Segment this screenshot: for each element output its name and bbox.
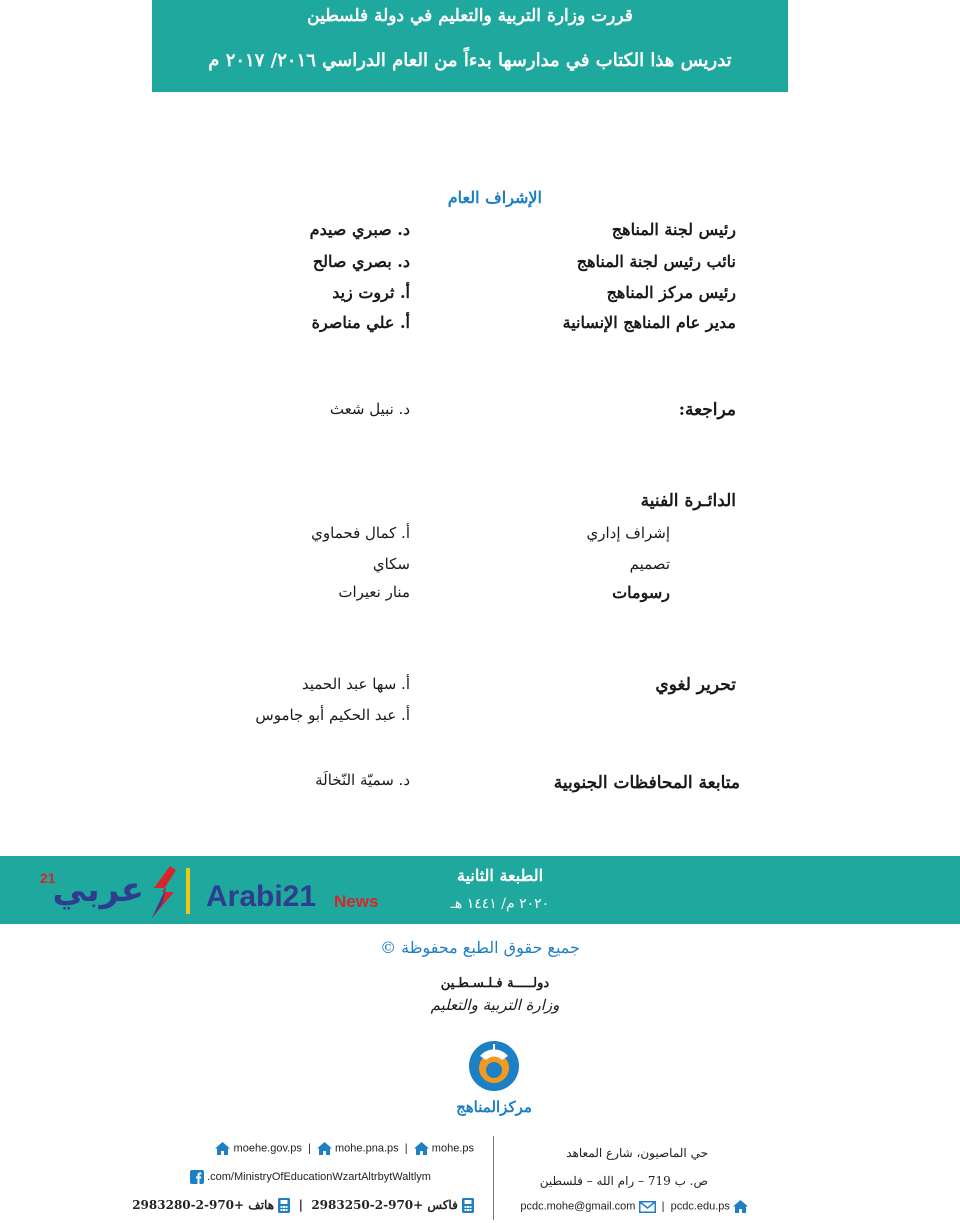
separator: | <box>401 1142 411 1155</box>
website-link-1[interactable]: mohe.ps <box>431 1142 474 1155</box>
phone-icon <box>278 1198 290 1213</box>
supervision-role-2: نائب رئيس لجنة المناهج <box>576 252 736 271</box>
supervision-heading: الإشراف العام <box>447 188 542 207</box>
facebook-link[interactable]: .com/MinistryOfEducationWzartAltrbytWaltlym <box>207 1170 431 1183</box>
supervision-name-4: أ. علي مناصرة <box>311 313 410 332</box>
web-link[interactable]: pcdc.edu.ps <box>670 1200 730 1213</box>
footer-contact <box>508 1200 748 1213</box>
facebook-icon <box>190 1170 204 1184</box>
footer-divider <box>493 1136 494 1220</box>
technical-heading: الدائـرة الفنية <box>640 491 736 511</box>
website-link-3[interactable]: moehe.gov.ps <box>233 1142 302 1155</box>
footer-facebook <box>190 1170 474 1184</box>
home-icon <box>414 1142 429 1155</box>
ministry-logo-name: وزارة التربية والتعليم <box>430 996 560 1014</box>
followup-label: متابعة المحافظات الجنوبية <box>553 773 740 793</box>
banner-line-1: قررت وزارة التربية والتعليم في دولة فلسطين <box>307 6 633 26</box>
edition-year: ٢٠٢٠ م/ ١٤٤١ هـ <box>450 896 550 912</box>
technical-name-1: أ. كمال فحماوي <box>311 524 410 542</box>
editing-label: تحرير لغوي <box>655 675 736 695</box>
copyright-notice: جميع حقوق الطبع محفوظة © <box>380 938 580 957</box>
arabi21-mark-icon <box>144 864 180 920</box>
separator: | <box>294 1198 308 1212</box>
fax-number: فاكس +970-2-2983250 <box>311 1198 458 1212</box>
ministry-logo-state: دولـــــة فـلـسـطـين <box>440 976 550 991</box>
top-banner <box>152 0 788 92</box>
technical-role-3: رسومات <box>612 583 670 602</box>
supervision-role-3: رئيس مركز المناهج <box>606 283 736 302</box>
supervision-role-1: رئيس لجنة المناهج <box>611 220 736 239</box>
home-icon <box>317 1142 332 1155</box>
footer-phone-fax <box>132 1198 474 1213</box>
home-icon <box>215 1142 230 1155</box>
review-name: د. نبيل شعث <box>329 400 410 418</box>
fax-icon <box>462 1198 474 1213</box>
curriculum-center-name: مركزالمناهج <box>456 1098 532 1116</box>
email-link[interactable]: pcdc.mohe@gmail.com <box>520 1200 636 1213</box>
address-line-1: حي الماصيون، شارع المعاهد <box>566 1146 708 1160</box>
address-line-2: ص. ب 719 – رام الله – فلسطين <box>539 1174 708 1188</box>
edition-title: الطبعة الثانية <box>456 866 544 885</box>
mail-icon <box>639 1201 656 1213</box>
home-icon <box>733 1200 748 1213</box>
review-label: مراجعة: <box>678 400 736 420</box>
technical-name-2: سكاي <box>372 555 410 573</box>
technical-name-3: منار نعيرات <box>338 583 410 601</box>
arabi21-news-label: News <box>334 892 379 911</box>
technical-role-2: تصميم <box>629 555 670 573</box>
arabi21-latin-wordmark: Arabi21 <box>206 880 317 913</box>
technical-role-1: إشراف إداري <box>586 524 670 542</box>
editing-name-1: أ. سها عبد الحميد <box>301 675 410 693</box>
separator: | <box>304 1142 314 1155</box>
separator: | <box>658 1200 668 1213</box>
supervision-name-1: د. صبري صيدم <box>309 220 410 239</box>
editing-name-2: أ. عبد الحكيم أبو جاموس <box>255 706 410 724</box>
banner-line-2: تدريس هذا الكتاب في مدارسها بدءاً من العام الدراسي ٢٠١٦/ ٢٠١٧ م <box>208 50 732 71</box>
phone-number: هاتف +970-2-2983280 <box>132 1198 275 1212</box>
arabi21-watermark-logo <box>36 862 396 920</box>
arabi21-divider <box>186 868 190 914</box>
supervision-name-3: أ. ثروت زيد <box>332 283 410 302</box>
supervision-name-2: د. بصري صالح <box>312 252 410 271</box>
arabi21-arabic-wordmark: عربي <box>52 870 144 910</box>
followup-name: د. سميّة النّخالَة <box>315 771 410 789</box>
curriculum-center-emblem-icon <box>468 1040 520 1092</box>
supervision-role-4: مدير عام المناهج الإنسانية <box>562 313 736 332</box>
footer-websites <box>190 1142 474 1155</box>
arabi21-superscript: 21 <box>40 870 56 886</box>
website-link-2[interactable]: mohe.pna.ps <box>335 1142 399 1155</box>
